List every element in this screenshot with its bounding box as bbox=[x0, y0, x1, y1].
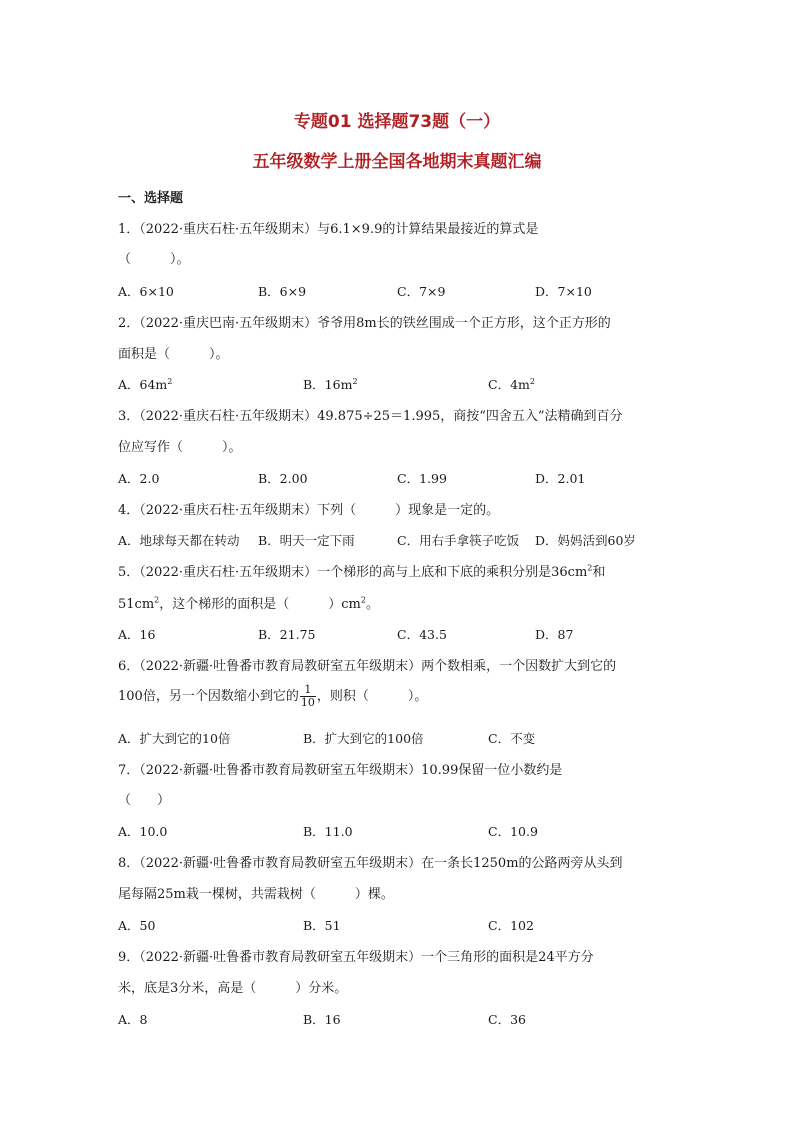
option-d[interactable]: D．妈妈活到60岁 bbox=[535, 533, 636, 548]
option-b[interactable]: B．$16m^2$ bbox=[303, 376, 358, 392]
question-6-line-1: 6．（2022·新疆·吐鲁番市教育局教研室五年级期末）两个数相乘，一个因数扩大到它的 bbox=[118, 659, 617, 674]
option-b[interactable]: B．21.75 bbox=[258, 627, 316, 642]
option-a[interactable]: A．地球每天都在转动 bbox=[118, 533, 240, 548]
option-b[interactable]: B．2.00 bbox=[258, 471, 308, 486]
option-c[interactable]: C．用右手拿筷子吃饭 bbox=[397, 533, 520, 548]
section-heading: 一、选择题 bbox=[118, 191, 184, 206]
option-c[interactable]: C．10.9 bbox=[488, 824, 538, 839]
option-c[interactable]: C．7×9 bbox=[397, 284, 446, 299]
option-b[interactable]: B．扩大到它的100倍 bbox=[303, 731, 424, 746]
question-4-options bbox=[118, 531, 678, 549]
option-b[interactable]: B．16 bbox=[303, 1012, 341, 1027]
option-c[interactable]: C．1.99 bbox=[397, 471, 447, 486]
question-7-line-2: （ ） bbox=[118, 793, 171, 808]
option-c[interactable]: C．$4m^2$ bbox=[488, 376, 535, 392]
option-a[interactable]: A．2.0 bbox=[118, 471, 160, 486]
option-b[interactable]: B．6×9 bbox=[258, 284, 307, 299]
question-3-line-2: 位应写作（ ）。 bbox=[118, 440, 242, 455]
option-c[interactable]: C．不变 bbox=[488, 731, 536, 746]
option-c[interactable]: C．43.5 bbox=[397, 627, 447, 642]
option-c[interactable]: C．102 bbox=[488, 918, 534, 933]
option-d[interactable]: D．87 bbox=[535, 627, 574, 642]
option-a[interactable]: A．10.0 bbox=[118, 824, 168, 839]
option-a[interactable]: A．16 bbox=[118, 627, 156, 642]
option-a[interactable]: A．扩大到它的10倍 bbox=[118, 731, 231, 746]
question-6-options bbox=[118, 729, 678, 747]
question-8-line-1: 8．（2022·新疆·吐鲁番市教育局教研室五年级期末）在一条长1250m的公路两旁从头到 bbox=[118, 856, 623, 871]
option-a[interactable]: A．50 bbox=[118, 918, 156, 933]
question-3-options bbox=[118, 469, 678, 487]
question-8-options bbox=[118, 916, 678, 934]
question-1-options bbox=[118, 282, 678, 300]
question-9-line-1: 9．（2022·新疆·吐鲁番市教育局教研室五年级期末）一个三角形的面积是24平方分 bbox=[118, 950, 594, 965]
question-5-line-1: 5．（2022·重庆石柱·五年级期末）一个梯形的高与上底和下底的乘积分别是$36cm^2$和 bbox=[118, 563, 606, 580]
question-9-options bbox=[118, 1010, 678, 1028]
question-2-options bbox=[118, 375, 678, 393]
question-2-line-2: 面积是（ ）。 bbox=[118, 347, 229, 362]
option-d[interactable]: D．7×10 bbox=[535, 284, 592, 299]
option-a[interactable]: A．$64m^2$ bbox=[118, 376, 173, 392]
question-5-line-2: $51cm^2$，这个梯形的面积是（ ）$cm^2$。 bbox=[118, 595, 379, 612]
option-d[interactable]: D．2.01 bbox=[535, 471, 586, 486]
question-7-options bbox=[118, 822, 678, 840]
question-2-line-1: 2．（2022·重庆巴南·五年级期末）爷爷用8m长的铁丝围成一个正方形，这个正方形的 bbox=[118, 316, 611, 331]
document-title: 专题01 选择题73题（一） bbox=[293, 112, 501, 132]
option-b[interactable]: B．51 bbox=[303, 918, 341, 933]
question-1-line-1: 1．（2022·重庆石柱·五年级期末）与6.1×9.9的计算结果最接近的算式是 bbox=[118, 222, 539, 237]
question-8-line-2: 尾每隔25m栽一棵树，共需栽树（ ）棵。 bbox=[118, 887, 394, 902]
option-a[interactable]: A．8 bbox=[118, 1012, 148, 1027]
document-subtitle: 五年级数学上册全国各地期末真题汇编 bbox=[252, 152, 542, 172]
question-6-line-2: 100倍，另一个因数缩小到它的 $\frac{1}{10}$ ，则积（ ）。 bbox=[118, 683, 428, 709]
option-c[interactable]: C．36 bbox=[488, 1012, 526, 1027]
question-1-line-2: （ ）。 bbox=[118, 252, 190, 267]
fraction: $\frac{1}{10}$ bbox=[300, 683, 315, 709]
option-b[interactable]: B．明天一定下雨 bbox=[258, 533, 355, 548]
option-b[interactable]: B．11.0 bbox=[303, 824, 353, 839]
question-4-line-1: 4．（2022·重庆石柱·五年级期末）下列（ ）现象是一定的。 bbox=[118, 503, 500, 518]
option-a[interactable]: A．6×10 bbox=[118, 284, 174, 299]
question-7-line-1: 7．（2022·新疆·吐鲁番市教育局教研室五年级期末）10.99保留一位小数约是 bbox=[118, 763, 563, 778]
question-5-options bbox=[118, 625, 678, 643]
question-3-line-1: 3．（2022·重庆石柱·五年级期末）49.875÷25＝1.995，商按“四舍五入”法精确到百分 bbox=[118, 409, 623, 424]
question-9-line-2: 米，底是3分米，高是（ ）分米。 bbox=[118, 981, 348, 996]
